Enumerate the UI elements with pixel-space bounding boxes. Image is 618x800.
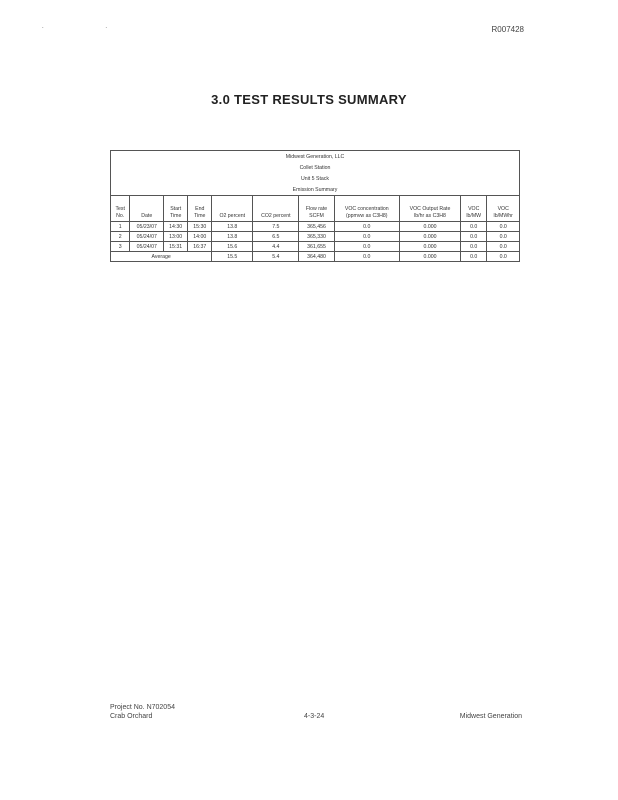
column-header-row: [111, 196, 520, 222]
footer-client-name: Midwest Generation: [459, 713, 522, 720]
cell-start-time: 14:30: [164, 222, 188, 232]
cell-end-time: 16:37: [188, 242, 212, 252]
table-company: Midwest Generation, LLC: [111, 151, 520, 163]
avg-co2: 5.4: [253, 252, 299, 262]
cell-start-time: 15:31: [164, 242, 188, 252]
col-header-start-time: Start Time: [164, 196, 188, 222]
col-header-voc-lb-mwhr: VOC lb/MWhr: [487, 196, 520, 222]
cell-flow-rate: 365,330: [299, 232, 334, 242]
average-label: Average: [111, 252, 212, 262]
col-header-flow-rate: Flow rate SCFM: [299, 196, 334, 222]
cell-voc-concentration: 0.0: [334, 232, 399, 242]
emission-summary-table: [110, 150, 520, 262]
footer-project-info: [110, 703, 175, 721]
table-header-line: [111, 184, 520, 196]
col-header-end-time: End Time: [188, 196, 212, 222]
section-title: 3.0 TEST RESULTS SUMMARY: [211, 92, 407, 107]
avg-voc-concentration: 0.0: [334, 252, 399, 262]
footer-project-number: Project No. N702054: [110, 704, 175, 711]
cell-o2: 13.8: [212, 222, 253, 232]
table-header-line: [111, 151, 520, 163]
cell-o2: 15.6: [212, 242, 253, 252]
cell-test-no: 2: [111, 232, 130, 242]
col-header-test-no: Test No.: [111, 196, 130, 222]
table-header-line: [111, 173, 520, 184]
cell-voc-lb-mwhr: 0.0: [487, 222, 520, 232]
cell-voc-output-rate: 0.000: [399, 232, 460, 242]
cell-flow-rate: 361,655: [299, 242, 334, 252]
cell-voc-lb-mwhr: 0.0: [487, 232, 520, 242]
footer-page-number: 4-3-24: [304, 713, 325, 720]
cell-date: 05/24/07: [130, 232, 164, 242]
average-row: [111, 252, 520, 262]
cell-flow-rate: 365,456: [299, 222, 334, 232]
table-row: [111, 222, 520, 232]
cell-voc-output-rate: 0.000: [399, 222, 460, 232]
avg-voc-lb-mw: 0.0: [461, 252, 487, 262]
cell-co2: 6.5: [253, 232, 299, 242]
cell-test-no: 1: [111, 222, 130, 232]
table-unit: Unit 5 Stack: [111, 173, 520, 184]
cell-test-no: 3: [111, 242, 130, 252]
cell-o2: 13.8: [212, 232, 253, 242]
table-row: [111, 242, 520, 252]
avg-o2: 15.5: [212, 252, 253, 262]
cell-date: 05/24/07: [130, 242, 164, 252]
cell-voc-output-rate: 0.000: [399, 242, 460, 252]
table-header-line: [111, 162, 520, 173]
avg-voc-output-rate: 0.000: [399, 252, 460, 262]
cell-voc-lb-mw: 0.0: [461, 242, 487, 252]
corner-marks: . .: [42, 24, 138, 30]
cell-co2: 4.4: [253, 242, 299, 252]
cell-start-time: 13:00: [164, 232, 188, 242]
cell-voc-concentration: 0.0: [334, 242, 399, 252]
cell-voc-lb-mw: 0.0: [461, 232, 487, 242]
table-subtitle: Emission Summary: [111, 184, 520, 196]
col-header-date: Date: [130, 196, 164, 222]
col-header-o2: O2 percent: [212, 196, 253, 222]
table-station: Collet Station: [111, 162, 520, 173]
avg-flow-rate: 364,480: [299, 252, 334, 262]
avg-voc-lb-mwhr: 0.0: [487, 252, 520, 262]
table-row: [111, 232, 520, 242]
col-header-co2: CO2 percent: [253, 196, 299, 222]
col-header-voc-lb-mw: VOC lb/MW: [461, 196, 487, 222]
cell-voc-lb-mw: 0.0: [461, 222, 487, 232]
document-number: R007428: [491, 25, 524, 34]
cell-co2: 7.5: [253, 222, 299, 232]
cell-end-time: 15:30: [188, 222, 212, 232]
footer-site-name: Crab Orchard: [110, 713, 153, 720]
col-header-voc-output-rate: VOC Output Rate lb/hr as C3H8: [399, 196, 460, 222]
cell-voc-lb-mwhr: 0.0: [487, 242, 520, 252]
cell-voc-concentration: 0.0: [334, 222, 399, 232]
cell-date: 05/23/07: [130, 222, 164, 232]
col-header-voc-concentration: VOC concentration (ppmvw as C3H8): [334, 196, 399, 222]
cell-end-time: 14:00: [188, 232, 212, 242]
